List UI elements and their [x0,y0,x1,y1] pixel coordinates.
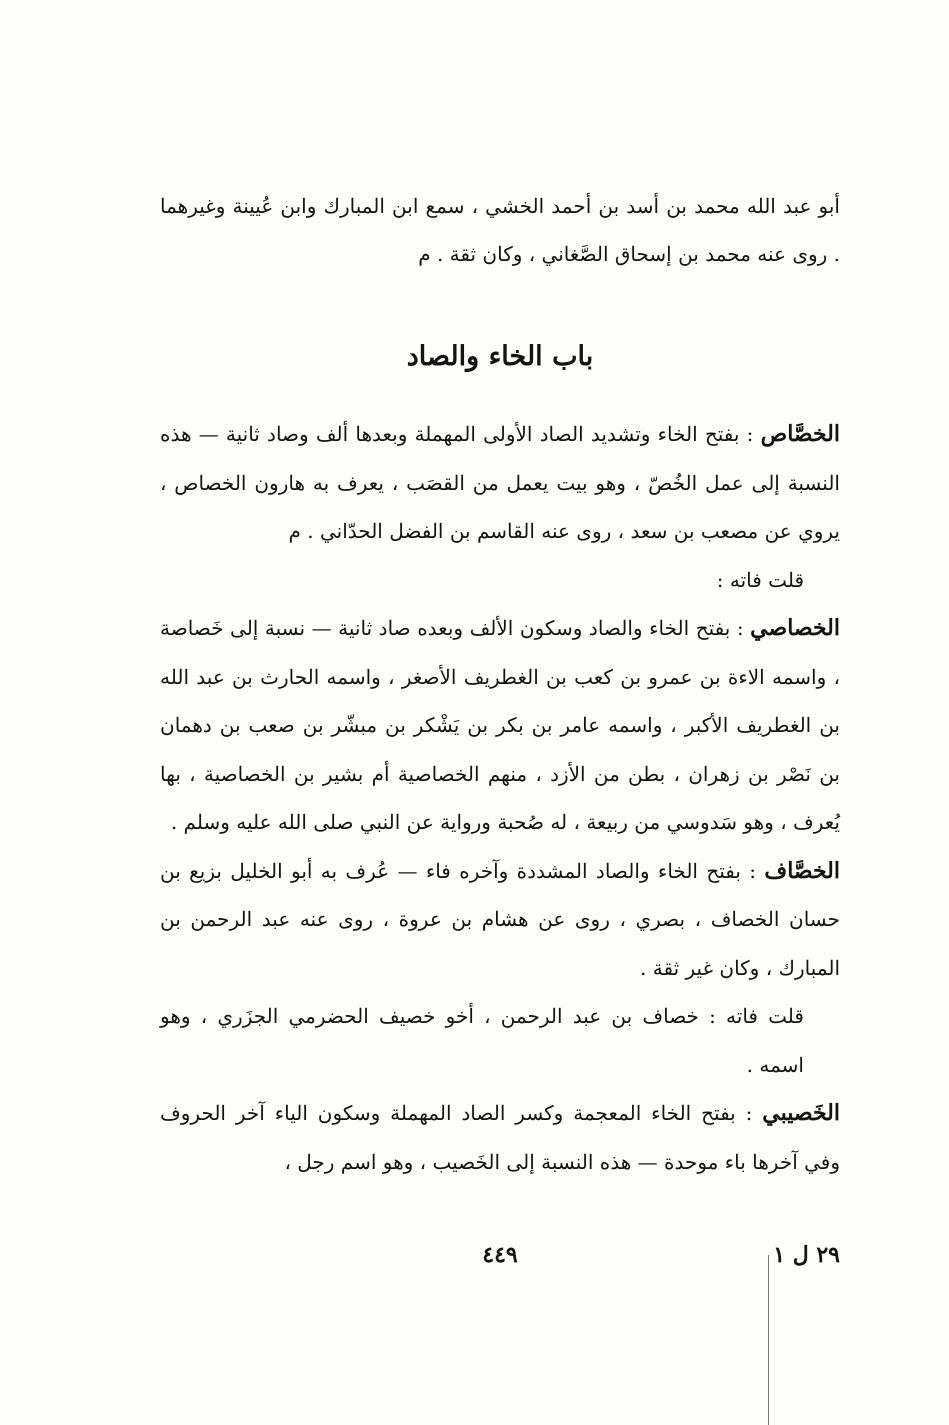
entry-headword: الخَصيبي [762,1100,840,1126]
entry-text: : بفتح الخاء والصاد المشددة وآخره فاء — عُرف به أبو الخليل بزيع بن حسان الخصاف ، بصري ، روى عن هشام بن عروة ، روى عنه عبد الرحمن بن المبارك ، وكان غير ثقة . [160,858,840,980]
entries-body [160,410,840,1186]
section-heading: باب الخاء والصاد [406,341,594,372]
entry-khassas [160,410,840,556]
top-paragraph [160,182,840,278]
scan-edge-line [768,1255,769,1425]
entry-headword: الخصَّاص [760,421,840,447]
page-number: ٤٤٩ [482,1242,518,1268]
page-footer [160,1242,840,1282]
note-text: قلت فاته : [716,567,804,592]
entry-headword: الخصاصي [750,615,840,641]
entry-khasibi [160,1089,840,1186]
entry-text: : بفتح الخاء وتشديد الصاد الأولى المهملة وبعدها ألف وصاد ثانية — هذه النسبة إلى عمل الخُصّ ، وهو بيت يعمل من القصَب ، يعرف به هارون الخصاص ، يروي عن مصعب بن سعد ، روى عنه القاسم بن الفضل الحدّاني . م [160,422,840,543]
entry-headword: الخصَّاف [764,857,840,884]
entry-khassaf [160,847,840,993]
entry-text: : بفتح الخاء المعجمة وكسر الصاد المهملة وسكون الياء آخر الحروف وفي آخرها باء موحدة — هذه النسبة إلى الخَصيب ، وهو اسم رجل ، [160,1101,840,1174]
entry-text: : بفتح الخاء والصاد وسكون الألف وبعده صاد ثانية — نسبة إلى خَصاصة ، واسمه الاءة بن عمرو بن كعب بن الغطريف الأصغر ، واسمه الحارث بن عبد الله بن الغطريف الأكبر ، واسمه عامر بن بكر بن يَشْكر بن مبشّر بن صعب بن دهمان بن نَصْر بن زهران ، بطن من الأزد ، منهم الخصاصية أم بشير بن الخصاصية ، بها يُعرف ، وهو سَدوسي من ربيعة ، له صُحبة ورواية عن النبي صلى الله عليه وسلم . [160,616,840,834]
note-text: قلت فاته : خصاف بن عبد الرحمن ، أخو خصيف الحضرمي الجزَري ، وهو اسمه . [160,1004,804,1077]
note-missed-khassaf [160,992,840,1089]
paragraph-text: أبو عبد الله محمد بن أسد بن أحمد الخشي ، سمع ابن المبارك وابن عُيينة وغيرهما . روى عنه محمد بن إسحاق الصَّغاني ، وكان ثقة . م [160,194,840,266]
signature-mark: ٢٩ ل ١ [773,1242,840,1268]
entry-khasasi [160,604,840,847]
note-missed [160,556,840,605]
